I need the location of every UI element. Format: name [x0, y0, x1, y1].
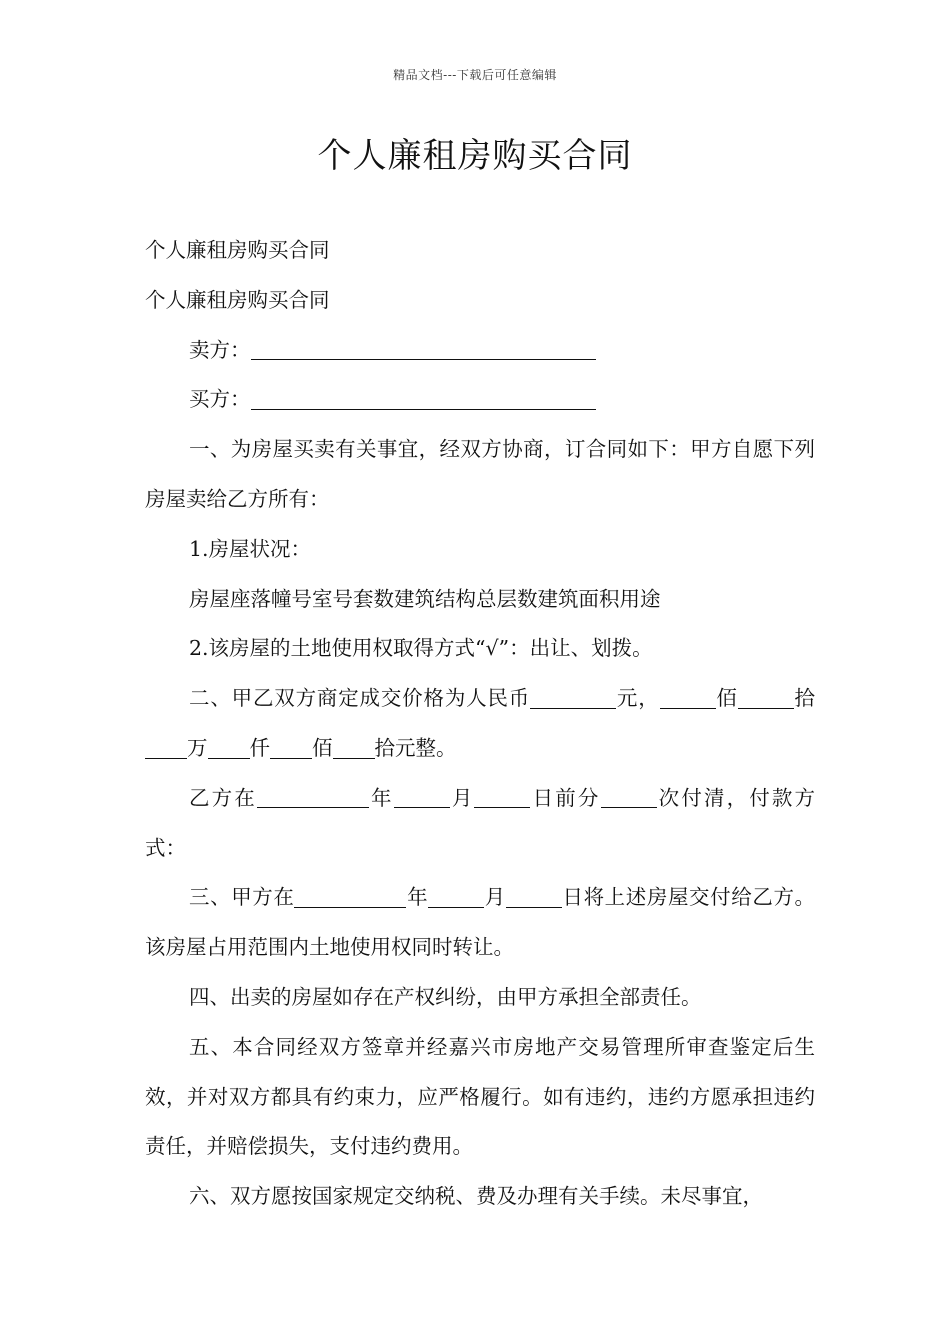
clause-4: 四、出卖的房屋如存在产权纠纷，由甲方承担全部责任。	[189, 984, 702, 1009]
price-shi-blank-cont[interactable]	[782, 686, 794, 709]
subtitle-line: 个人廉租房购买合同	[145, 287, 330, 312]
payment-text: 日前分	[530, 785, 601, 810]
payment-text: 年	[368, 785, 394, 810]
price-bai-blank[interactable]	[660, 686, 716, 709]
header-note: 精品文档---下载后可任意编辑	[393, 68, 557, 82]
clause-2-text: 佰	[312, 735, 333, 760]
seller-blank[interactable]	[251, 338, 596, 361]
payment-line	[145, 774, 815, 874]
seller-line	[145, 326, 815, 376]
deliver-month-blank[interactable]	[428, 886, 484, 909]
clause-2-text: 拾元整。	[374, 735, 457, 760]
pay-month-blank[interactable]	[394, 786, 450, 809]
clause-6: 六、双方愿按国家规定交纳税、费及办理有关手续。未尽事宜，	[189, 1184, 763, 1209]
item-2: 2.该房屋的土地使用权取得方式“√”：出让、划拨。	[189, 636, 653, 661]
item-1: 1.房屋状况：	[189, 536, 312, 561]
document-title: 个人廉租房购买合同	[317, 136, 633, 176]
pay-day-blank[interactable]	[474, 786, 530, 809]
clause-3-text: 年	[406, 885, 429, 910]
payment-text: 次付清，付款方式：	[145, 785, 816, 860]
pay-times-blank[interactable]	[601, 786, 657, 809]
payment-text: 月	[449, 785, 475, 810]
buyer-line	[145, 375, 815, 425]
subtitle-line: 个人廉租房购买合同	[145, 238, 330, 262]
clause-2-text: 二、甲乙双方商定成交价格为人民币	[189, 686, 531, 711]
price-qian-blank[interactable]	[208, 736, 250, 759]
clause-2-text: 拾	[793, 686, 816, 711]
payment-text: 乙方在	[189, 785, 257, 810]
buyer-blank[interactable]	[251, 388, 596, 411]
clause-3-text: 月	[484, 885, 506, 910]
clause-3-text: 日将上述房屋交付给乙方。该房屋占用范围内土地使用权同时转让。	[145, 885, 816, 960]
clause-1: 一、为房屋买卖有关事宜，经双方协商，订合同如下：甲方自愿下列房屋卖给乙方所有：	[145, 437, 815, 511]
clause-2-text: 元，	[616, 686, 660, 711]
clause-2	[145, 674, 815, 774]
seller-label: 卖方：	[189, 337, 251, 362]
price-bai2-blank[interactable]	[270, 736, 312, 759]
clause-2-text: 仟	[249, 735, 270, 760]
price-shi2-blank[interactable]	[333, 736, 375, 759]
price-wan-blank[interactable]	[145, 736, 187, 759]
clause-2-text: 万	[187, 735, 208, 760]
buyer-label: 买方：	[189, 387, 251, 412]
pay-year-blank[interactable]	[257, 786, 369, 809]
clause-5: 五、本合同经双方签章并经嘉兴市房地产交易管理所审查鉴定后生效，并对双方都具有约束力，应严格履行。如有违约，违约方愿承担违约责任，并赔偿损失，支付违约费用。	[145, 1034, 815, 1159]
clause-3-text: 三、甲方在	[189, 885, 295, 910]
price-shi-blank[interactable]	[738, 686, 782, 709]
item-1-detail: 房屋座落幢号室号套数建筑结构总层数建筑面积用途	[189, 586, 661, 611]
clause-3	[145, 873, 815, 973]
clause-2-text: 佰	[715, 686, 738, 711]
document-body	[145, 226, 815, 1222]
deliver-day-blank[interactable]	[506, 886, 562, 909]
price-yuan-blank[interactable]	[530, 686, 616, 709]
deliver-year-blank[interactable]	[294, 886, 406, 909]
